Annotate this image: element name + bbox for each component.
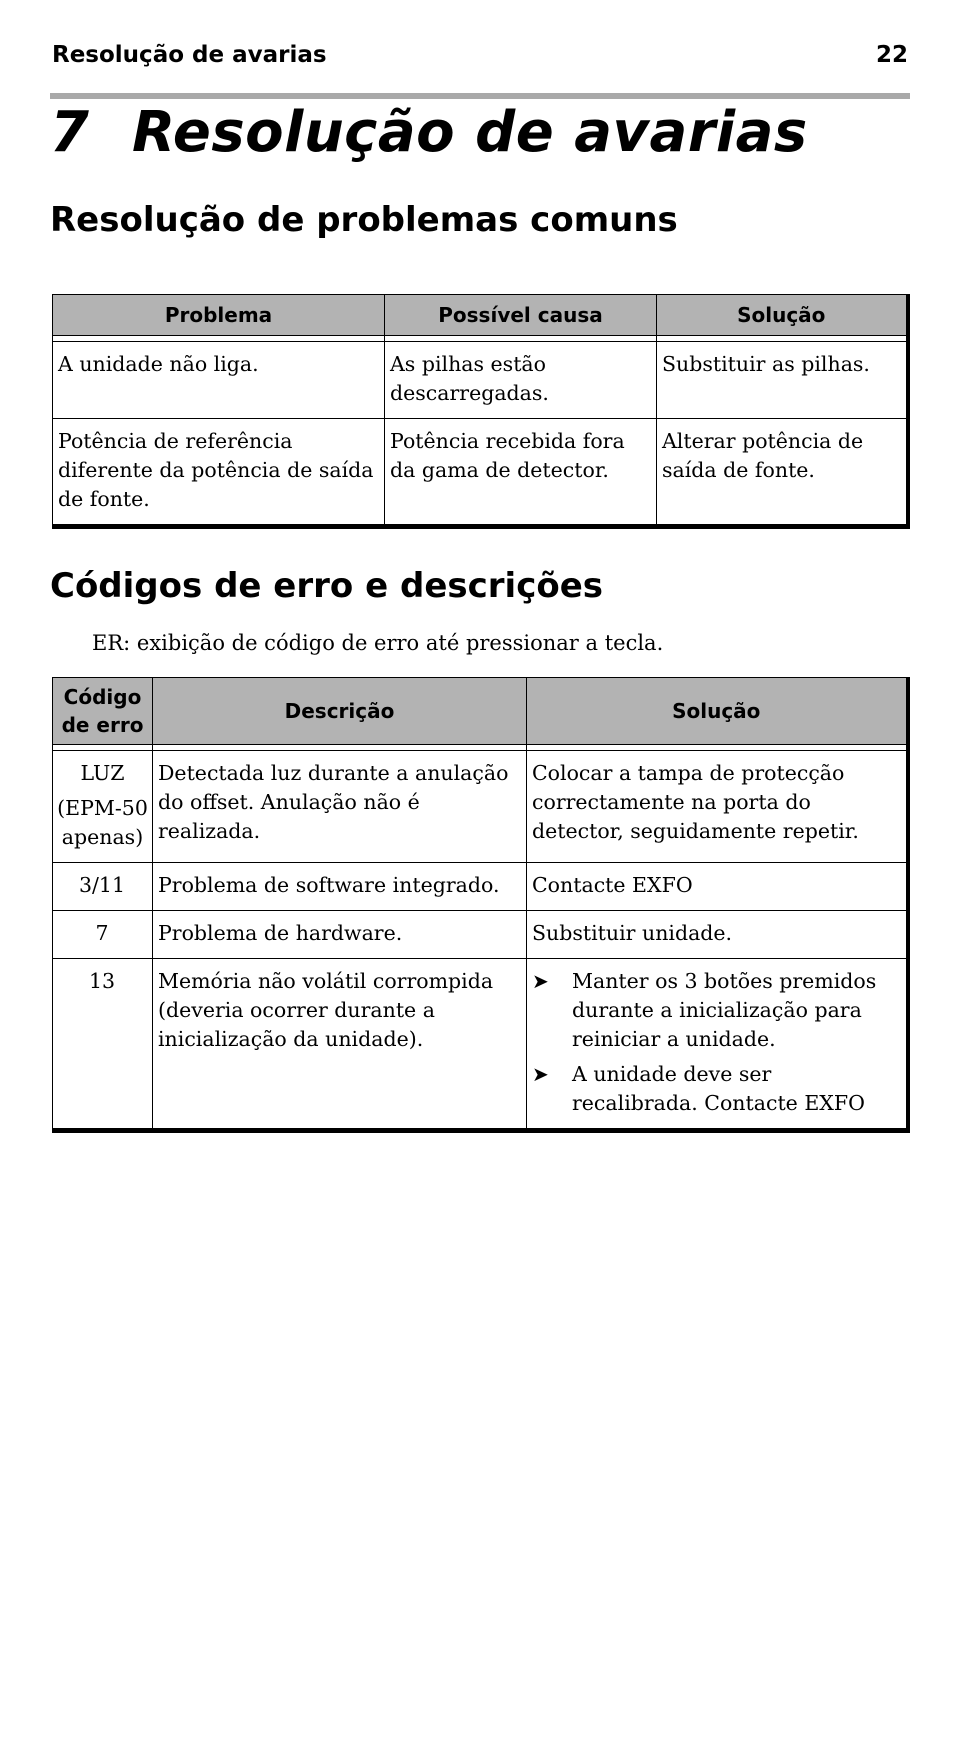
- section-heading-common-problems: Resolução de problemas comuns: [50, 200, 678, 240]
- table-row: [53, 863, 908, 911]
- description-cell: Problema de hardware.: [153, 911, 527, 959]
- solution-bullet-text: Manter os 3 botões premidos durante a inicialização para reiniciar a unidade.: [572, 969, 877, 1051]
- solution-bullet-text: A unidade deve ser recalibrada. Contacte EXFO: [572, 1062, 865, 1115]
- chapter-number: 7: [50, 100, 90, 165]
- solution-cell: Contacte EXFO: [527, 863, 908, 911]
- arrowhead-bullet-icon: ➤: [532, 1062, 549, 1086]
- chapter-title: [50, 100, 808, 165]
- running-header-title: Resolução de avarias: [52, 42, 327, 68]
- column-header-error-code-text: Código de erro: [61, 685, 144, 737]
- error-code-cell: 7: [53, 911, 153, 959]
- table-row: [53, 751, 908, 863]
- section-heading-error-codes: Códigos de erro e descrições: [50, 566, 604, 606]
- table-cell: Alterar potência de saída de fonte.: [657, 419, 908, 527]
- header-rule: [50, 93, 910, 99]
- running-header: [52, 42, 910, 76]
- solution-bullet: [532, 967, 900, 1054]
- description-cell: Detectada luz durante a anulação do offset. Anulação não é realizada.: [153, 751, 527, 863]
- column-header-solution: Solução: [657, 295, 908, 336]
- column-header-cause: Possível causa: [385, 295, 657, 336]
- column-header-problem: Problema: [53, 295, 385, 336]
- error-code-cell: [53, 751, 153, 863]
- table-row: [53, 419, 908, 527]
- arrowhead-bullet-icon: ➤: [532, 969, 549, 993]
- table-cell: Substituir as pilhas.: [657, 342, 908, 419]
- chapter-title-text: Resolução de avarias: [132, 100, 808, 165]
- column-header-solution: Solução: [527, 678, 908, 745]
- table-row: [53, 911, 908, 959]
- error-code-cell: 13: [53, 959, 153, 1131]
- table-cell: Potência de referência diferente da potência de saída de fonte.: [53, 419, 385, 527]
- table-row: [53, 342, 908, 419]
- solution-cell: Substituir unidade.: [527, 911, 908, 959]
- table-header-row: [53, 295, 908, 336]
- common-problems-table: [52, 294, 910, 529]
- page-number: 22: [875, 42, 908, 68]
- table-cell: A unidade não liga.: [53, 342, 385, 419]
- description-cell: Memória não volátil corrompida (deveria ocorrer durante a inicialização da unidade).: [153, 959, 527, 1131]
- error-code: LUZ: [80, 761, 125, 785]
- table-row: [53, 959, 908, 1131]
- solution-bullet: [532, 1060, 900, 1118]
- solution-cell: [527, 959, 908, 1131]
- table-cell: Potência recebida fora da gama de detector.: [385, 419, 657, 527]
- error-codes-intro: ER: exibição de código de erro até pressionar a tecla.: [92, 631, 664, 655]
- table-cell: As pilhas estão descarregadas.: [385, 342, 657, 419]
- description-cell: Problema de software integrado.: [153, 863, 527, 911]
- table-header-row: [53, 678, 908, 745]
- error-code-cell: 3/11: [53, 863, 153, 911]
- column-header-description: Descrição: [153, 678, 527, 745]
- column-header-error-code: [53, 678, 153, 745]
- error-code-note: (EPM-50 apenas): [57, 796, 148, 849]
- solution-cell: Colocar a tampa de protecção correctamente na porta do detector, seguidamente repetir.: [527, 751, 908, 863]
- error-codes-table: [52, 677, 910, 1133]
